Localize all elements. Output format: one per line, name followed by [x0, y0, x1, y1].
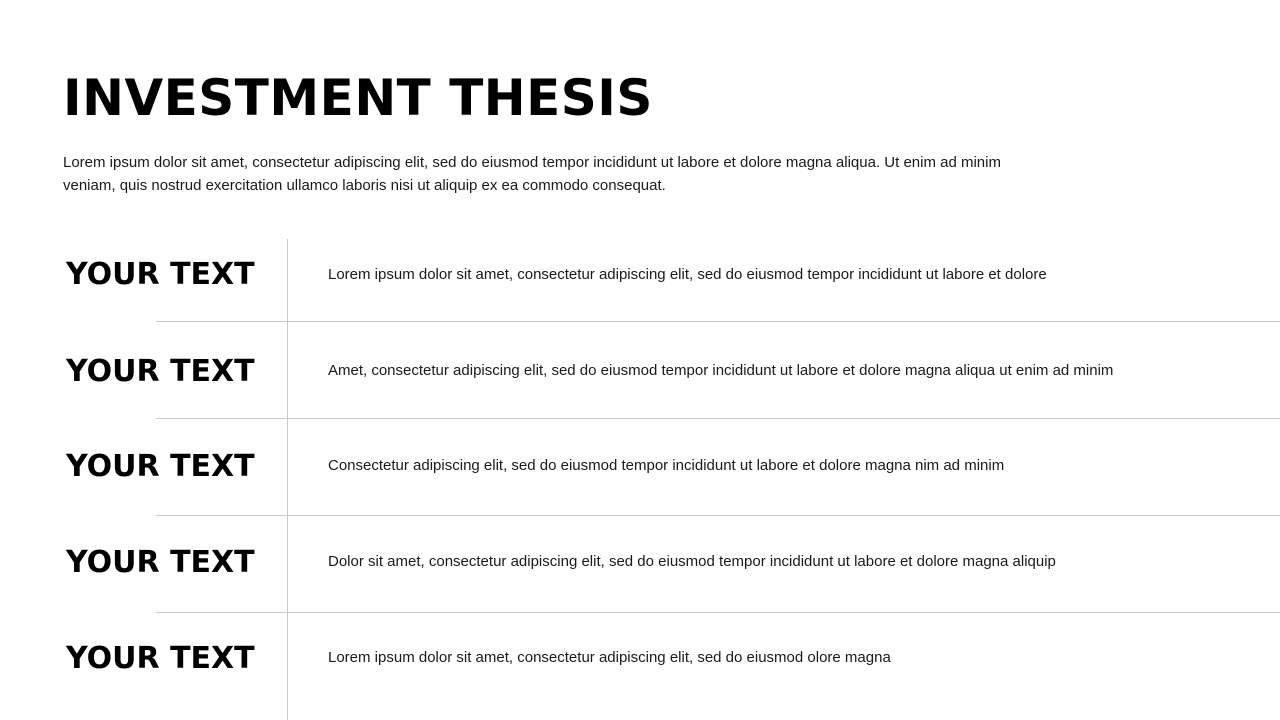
row-label: YOUR TEXT: [66, 257, 255, 292]
row-description: Lorem ipsum dolor sit amet, consectetur adipiscing elit, sed do eiusmod olore magna: [328, 649, 891, 666]
vertical-divider: [287, 239, 288, 720]
row-label: YOUR TEXT: [66, 641, 255, 676]
row-divider: [156, 612, 1280, 613]
row-divider: [156, 418, 1280, 419]
page-title: INVESTMENT THESIS: [63, 69, 653, 127]
row-description: Consectetur adipiscing elit, sed do eiusmod tempor incididunt ut labore et dolore magna nim ad minim: [328, 457, 1005, 474]
row-description: Dolor sit amet, consectetur adipiscing elit, sed do eiusmod tempor incididunt ut labore et dolore magna aliquip: [328, 553, 1056, 570]
intro-paragraph: Lorem ipsum dolor sit amet, consectetur adipiscing elit, sed do eiusmod tempor incididunt ut labore et dolore magna aliqua. Ut enim ad minim veniam, quis nostrud exercitation ullamco laboris nisi ut aliquip ex ea commodo consequat.: [63, 154, 1001, 194]
row-description: Amet, consectetur adipiscing elit, sed do eiusmod tempor incididunt ut labore et dolore magna aliqua ut enim ad minim: [328, 362, 1114, 379]
row-divider: [156, 515, 1280, 516]
row-description: Lorem ipsum dolor sit amet, consectetur adipiscing elit, sed do eiusmod tempor incididunt ut labore et dolore: [328, 266, 1047, 283]
row-label: YOUR TEXT: [66, 449, 255, 484]
row-divider: [156, 321, 1280, 322]
row-label: YOUR TEXT: [66, 545, 255, 580]
row-label: YOUR TEXT: [66, 354, 255, 389]
